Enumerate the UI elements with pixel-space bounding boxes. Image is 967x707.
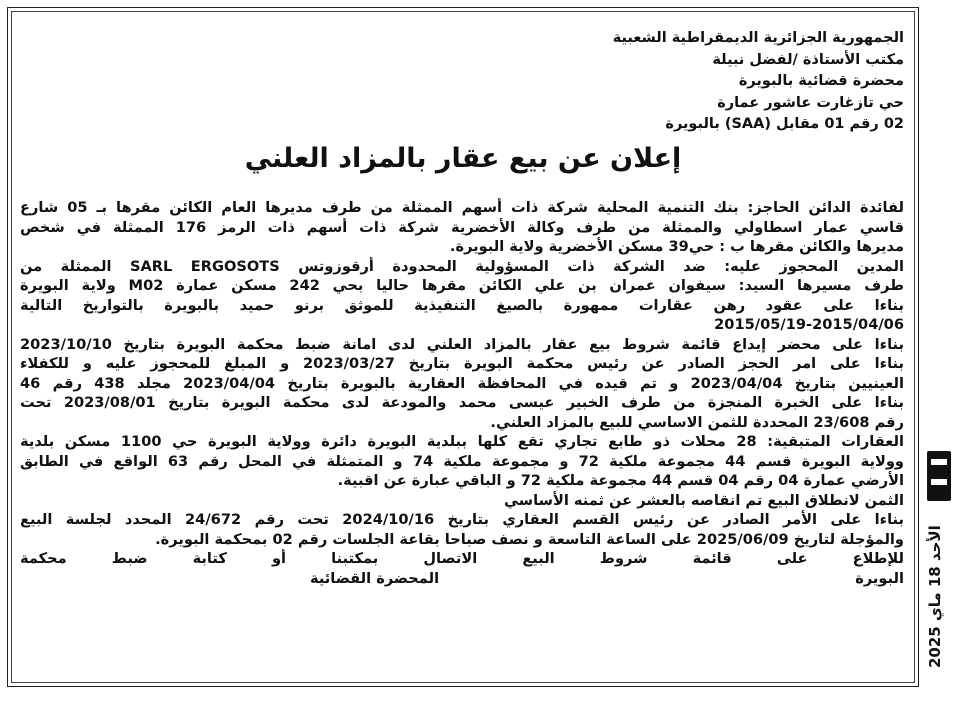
signature-label: المحضرة القضائية (310, 569, 440, 587)
body-line: وولاية البويرة قسم 44 مجموعة ملكية 72 و مجموعة ملكية 74 و المتمثلة في المحل رقم 63 الواقع في الطابق (20, 452, 904, 470)
body-line: طرف مسيرها السيد: سيفوان عمران بن علي الكائن مقرها حاليا بحي 242 مسكن عمارة M02 ولاية البويرة (20, 277, 904, 294)
body-line: العقارات المتبقية: 28 محلات ذو طابع تجاري تقع كلها ببلدية البويرة دائرة وولاية البويرة حي 1100 مسكن بلدية (20, 433, 904, 450)
body-line: لفائدة الدائن الحاجز: بنك التنمية المحلية شركة ذات أسهم الممثلة من طرف مديرها العام الكائن مقرها بـ 05 شارع (20, 199, 904, 216)
body-line: رقم 23/608 المحددة للثمن الاساسي للبيع بالمزاد العلني. (490, 413, 904, 431)
header-line-bailiff: محضرة قضائية بالبويرة (738, 73, 904, 89)
announcement-frame (7, 7, 919, 687)
body-line: العينيين بتاريخ 2023/04/04 و تم قيده في المحافظة العقارية بالبويرة بتاريخ 2023/04/04 مجلد 438 رقم 46 (20, 374, 904, 392)
body-line: للإطلاع على قائمة شروط البيع الاتصال بمكتبنا أو كتابة ضبط محكمة (20, 550, 904, 567)
header-line-address: حي تازغارت عاشور عمارة (717, 94, 904, 111)
body-line: بناءا على امر الحجز الصادر عن رئيس محكمة البويرة بتاريخ 2023/03/27 و المبلغ للمحجوز عليه و للكفلاء (20, 355, 904, 372)
body-line: المدين المحجوز عليه: ضد الشركة ذات المسؤولية المحدودة أرقوزوتس SARL ERGOSOTS الممثلة من (20, 257, 904, 275)
header-line-republic: الجمهورية الجزائرية الديمقراطية الشعبية (612, 30, 904, 46)
newspaper-logo-icon (927, 451, 951, 501)
issuer-header (484, 28, 904, 136)
body-line: الأرضي عمارة 04 رقم 04 قسم 44 مجموعة ملكية 72 و الباقي عبارة عن اقبية. (337, 472, 904, 489)
issue-date: الأحد 18 ماي 2025 (926, 525, 944, 669)
body-line: والمؤجلة لتاريخ 2025/06/09 على الساعة التاسعة و نصف صباحا بقاعة الجلسات رقم 02 بمحكمة البويرة. (155, 530, 904, 548)
body-line: 2015/05/19-2015/04/06 (714, 316, 904, 333)
body-line: مديرها والكائن مقرها ب : حي39 مسكن الأخضرية ولاية البويرة. (449, 238, 904, 255)
body-line: بناءا على عقود رهن عقارات ممهورة بالصيغ التنفيذية للموثق برنو حميد بالبويرة بالتواريخ التالية (20, 296, 904, 314)
header-line-office: مكتب الأستاذة /لفضل نبيلة (712, 51, 904, 68)
body-line: بناءا على الأمر الصادر عن رئيس القسم العقاري بتاريخ 2024/10/16 تحت رقم 24/672 المحدد لجلسة البيع (20, 511, 904, 528)
body-line: بناءا على الخبرة المنجزة من طرف الخبير عيسى محمد والمودعة لدى محكمة البويرة بتاريخ 2023/08/01 تحت (20, 394, 904, 411)
body-line: قاسي عمار اسطاولي والممثلة من طرف وكالة الأخضرية شركة ذات أسهم ذات الرمز 176 الممثلة في شخص (20, 218, 904, 236)
court-name: البويرة (855, 569, 904, 587)
newspaper-sidebar (921, 7, 955, 687)
announcement-title: إعلان عن بيع عقار بالمزاد العلني (244, 143, 682, 174)
body-line: بناءا على محضر إيداع قائمة شروط بيع عقار بالمزاد العلني لدى امانة ضبط محكمة البويرة بتاريخ 2023/10/10 (20, 335, 904, 353)
newspaper-page (7, 7, 960, 699)
body-line: الثمن لانطلاق البيع تم انقاصه بالعشر عن ثمنه الأساسي (504, 491, 904, 509)
header-line-address-2: 02 رقم 01 مقابل (SAA) بالبويرة (665, 116, 904, 132)
announcement-body (20, 198, 904, 588)
body-closing-line (20, 569, 904, 589)
